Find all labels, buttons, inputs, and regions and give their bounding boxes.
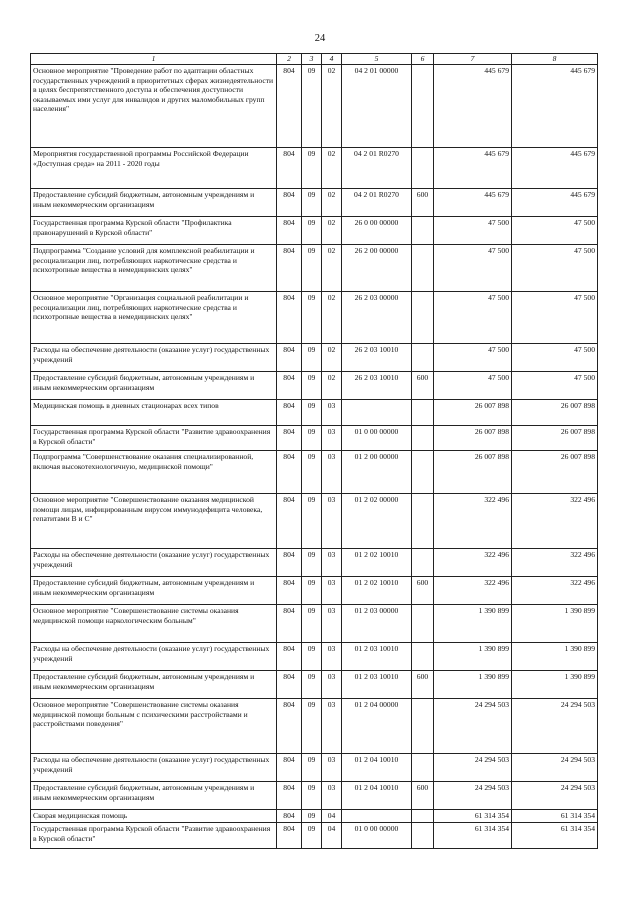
cell-name: Государственная программа Курской области "Профилактика правонарушений в Курской области" (31, 217, 277, 245)
cell-section: 09 (302, 494, 322, 549)
table-row (31, 549, 598, 577)
table-row (31, 189, 598, 217)
cell-code-grbs: 804 (277, 217, 302, 245)
cell-amount-1: 1 390 899 (434, 605, 512, 643)
cell-target-article: 01 2 03 10010 (342, 643, 412, 671)
cell-name: Основное мероприятие "Организация социальной реабилитации и ресоциализации лиц, потребляющих наркотические средства и психотропные вещества в немедицинских целях" (31, 292, 277, 344)
cell-target-article: 26 2 00 00000 (342, 245, 412, 292)
cell-amount-1: 322 496 (434, 549, 512, 577)
cell-amount-1: 445 679 (434, 189, 512, 217)
cell-code-grbs: 804 (277, 494, 302, 549)
cell-expense-type (412, 823, 434, 849)
cell-amount-2: 445 679 (512, 148, 598, 189)
cell-name: Медицинская помощь в дневных стационарах всех типов (31, 400, 277, 426)
cell-section: 09 (302, 245, 322, 292)
cell-expense-type (412, 400, 434, 426)
cell-section: 09 (302, 189, 322, 217)
column-header: 2 (277, 54, 302, 65)
cell-name: Государственная программа Курской области "Развитие здравоохранения в Курской области" (31, 823, 277, 849)
cell-amount-2: 24 294 503 (512, 782, 598, 810)
cell-name: Предоставление субсидий бюджетным, автономным учреждениям и иным некоммерческим организациям (31, 189, 277, 217)
cell-amount-1: 47 500 (434, 217, 512, 245)
column-header: 7 (434, 54, 512, 65)
cell-subsection: 03 (322, 754, 342, 782)
cell-name: Основное мероприятие "Проведение работ по адаптации областных государственных учреждений в приоритетных сферах жизнедеятельности в целях беспрепятственного доступа и обеспечения доступности оказываемых ими услуг для инвалидов и других маломобильных групп населения" (31, 65, 277, 148)
cell-subsection: 03 (322, 451, 342, 494)
cell-amount-1: 47 500 (434, 245, 512, 292)
cell-section: 09 (302, 65, 322, 148)
cell-amount-2: 47 500 (512, 344, 598, 372)
cell-amount-1: 24 294 503 (434, 699, 512, 754)
cell-name: Основное мероприятие "Совершенствование системы оказания медицинской помощи наркологическим больным" (31, 605, 277, 643)
cell-code-grbs: 804 (277, 754, 302, 782)
cell-target-article (342, 810, 412, 823)
table-row (31, 823, 598, 849)
cell-expense-type (412, 810, 434, 823)
cell-target-article: 01 2 04 10010 (342, 782, 412, 810)
cell-expense-type (412, 426, 434, 451)
cell-name: Основное мероприятие "Совершенствование оказания медицинской помощи лицам, инфицированным вирусом иммунодефицита человека, гепатитами В и С" (31, 494, 277, 549)
cell-expense-type (412, 292, 434, 344)
cell-expense-type (412, 643, 434, 671)
cell-target-article: 04 2 01 R0270 (342, 189, 412, 217)
column-header: 5 (342, 54, 412, 65)
table-row (31, 372, 598, 400)
table-row (31, 699, 598, 754)
cell-subsection: 03 (322, 643, 342, 671)
cell-amount-2: 47 500 (512, 372, 598, 400)
cell-code-grbs: 804 (277, 451, 302, 494)
cell-target-article: 01 2 02 10010 (342, 549, 412, 577)
cell-section: 09 (302, 451, 322, 494)
cell-section: 09 (302, 699, 322, 754)
table-row (31, 344, 598, 372)
table-row (31, 754, 598, 782)
cell-expense-type (412, 344, 434, 372)
cell-amount-1: 26 007 898 (434, 400, 512, 426)
cell-amount-2: 445 679 (512, 65, 598, 148)
cell-code-grbs: 804 (277, 400, 302, 426)
cell-code-grbs: 804 (277, 65, 302, 148)
cell-code-grbs: 804 (277, 549, 302, 577)
cell-target-article: 04 2 01 00000 (342, 65, 412, 148)
cell-expense-type: 600 (412, 189, 434, 217)
cell-name: Государственная программа Курской области "Развитие здравоохранения в Курской области" (31, 426, 277, 451)
cell-amount-2: 61 314 354 (512, 823, 598, 849)
cell-code-grbs: 804 (277, 671, 302, 699)
cell-expense-type (412, 754, 434, 782)
column-header: 1 (31, 54, 277, 65)
cell-expense-type: 600 (412, 372, 434, 400)
cell-expense-type: 600 (412, 671, 434, 699)
cell-amount-2: 24 294 503 (512, 699, 598, 754)
cell-subsection: 02 (322, 65, 342, 148)
cell-code-grbs: 804 (277, 782, 302, 810)
cell-expense-type: 600 (412, 782, 434, 810)
cell-name: Предоставление субсидий бюджетным, автономным учреждениям и иным некоммерческим организациям (31, 671, 277, 699)
cell-expense-type (412, 217, 434, 245)
cell-code-grbs: 804 (277, 292, 302, 344)
table-row (31, 605, 598, 643)
cell-expense-type (412, 148, 434, 189)
cell-amount-1: 24 294 503 (434, 754, 512, 782)
cell-section: 09 (302, 605, 322, 643)
cell-subsection: 03 (322, 782, 342, 810)
cell-name: Расходы на обеспечение деятельности (оказание услуг) государственных учреждений (31, 754, 277, 782)
cell-code-grbs: 804 (277, 148, 302, 189)
cell-section: 09 (302, 344, 322, 372)
cell-amount-2: 24 294 503 (512, 754, 598, 782)
cell-section: 09 (302, 549, 322, 577)
cell-subsection: 02 (322, 372, 342, 400)
cell-code-grbs: 804 (277, 699, 302, 754)
cell-subsection: 03 (322, 699, 342, 754)
cell-code-grbs: 804 (277, 344, 302, 372)
cell-amount-2: 47 500 (512, 292, 598, 344)
cell-amount-1: 445 679 (434, 148, 512, 189)
cell-section: 09 (302, 577, 322, 605)
cell-section: 09 (302, 671, 322, 699)
table-row (31, 400, 598, 426)
cell-target-article: 01 2 03 00000 (342, 605, 412, 643)
table-row (31, 292, 598, 344)
cell-subsection: 03 (322, 605, 342, 643)
cell-subsection: 04 (322, 810, 342, 823)
table-row (31, 65, 598, 148)
cell-name: Подпрограмма "Совершенствование оказания специализированной, включая высокотехнологичную, медицинской помощи" (31, 451, 277, 494)
table-row (31, 426, 598, 451)
cell-section: 09 (302, 754, 322, 782)
cell-amount-2: 26 007 898 (512, 400, 598, 426)
cell-amount-1: 322 496 (434, 494, 512, 549)
page-number: 24 (314, 33, 326, 44)
cell-target-article: 26 2 03 00000 (342, 292, 412, 344)
cell-subsection: 03 (322, 671, 342, 699)
cell-code-grbs: 804 (277, 577, 302, 605)
cell-target-article: 01 0 00 00000 (342, 426, 412, 451)
cell-name: Расходы на обеспечение деятельности (оказание услуг) государственных учреждений (31, 344, 277, 372)
cell-amount-1: 1 390 899 (434, 671, 512, 699)
cell-amount-1: 445 679 (434, 65, 512, 148)
cell-section: 09 (302, 643, 322, 671)
cell-amount-2: 26 007 898 (512, 426, 598, 451)
header-row (31, 54, 598, 65)
cell-name: Предоставление субсидий бюджетным, автономным учреждениям и иным некоммерческим организациям (31, 577, 277, 605)
cell-code-grbs: 804 (277, 823, 302, 849)
cell-section: 09 (302, 810, 322, 823)
cell-target-article: 01 0 00 00000 (342, 823, 412, 849)
cell-expense-type (412, 245, 434, 292)
cell-subsection: 02 (322, 292, 342, 344)
table-row (31, 782, 598, 810)
table-row (31, 451, 598, 494)
cell-subsection: 02 (322, 148, 342, 189)
cell-target-article: 01 2 02 10010 (342, 577, 412, 605)
cell-amount-2: 47 500 (512, 217, 598, 245)
cell-target-article: 01 2 04 10010 (342, 754, 412, 782)
cell-name: Расходы на обеспечение деятельности (оказание услуг) государственных учреждений (31, 643, 277, 671)
cell-amount-2: 1 390 899 (512, 605, 598, 643)
cell-amount-1: 47 500 (434, 292, 512, 344)
cell-name: Скорая медицинская помощь (31, 810, 277, 823)
cell-expense-type (412, 699, 434, 754)
cell-code-grbs: 804 (277, 426, 302, 451)
cell-section: 09 (302, 782, 322, 810)
cell-amount-2: 322 496 (512, 549, 598, 577)
cell-amount-1: 26 007 898 (434, 426, 512, 451)
column-header: 3 (302, 54, 322, 65)
cell-section: 09 (302, 148, 322, 189)
table-row (31, 148, 598, 189)
cell-code-grbs: 804 (277, 372, 302, 400)
column-header: 6 (412, 54, 434, 65)
cell-amount-2: 322 496 (512, 577, 598, 605)
cell-amount-1: 47 500 (434, 372, 512, 400)
cell-code-grbs: 804 (277, 643, 302, 671)
cell-target-article: 01 2 02 00000 (342, 494, 412, 549)
budget-table (30, 53, 598, 849)
column-header: 8 (512, 54, 598, 65)
cell-amount-2: 1 390 899 (512, 643, 598, 671)
cell-subsection: 03 (322, 426, 342, 451)
cell-amount-1: 322 496 (434, 577, 512, 605)
cell-subsection: 02 (322, 344, 342, 372)
cell-subsection: 03 (322, 494, 342, 549)
cell-target-article: 26 2 03 10010 (342, 344, 412, 372)
cell-subsection: 02 (322, 189, 342, 217)
table-row (31, 245, 598, 292)
cell-expense-type (412, 65, 434, 148)
cell-name: Мероприятия государственной программы Российской Федерации «Доступная среда» на 2011 - 2020 годы (31, 148, 277, 189)
table-row (31, 577, 598, 605)
table-row (31, 643, 598, 671)
cell-code-grbs: 804 (277, 245, 302, 292)
cell-name: Предоставление субсидий бюджетным, автономным учреждениям и иным некоммерческим организациям (31, 372, 277, 400)
table-row (31, 494, 598, 549)
cell-name: Расходы на обеспечение деятельности (оказание услуг) государственных учреждений (31, 549, 277, 577)
cell-target-article: 26 0 00 00000 (342, 217, 412, 245)
cell-subsection: 04 (322, 823, 342, 849)
table-row (31, 810, 598, 823)
cell-name: Основное мероприятие "Совершенствование системы оказания медицинской помощи больным с психическими расстройствами и расстройствами поведения" (31, 699, 277, 754)
column-header: 4 (322, 54, 342, 65)
cell-amount-2: 47 500 (512, 245, 598, 292)
cell-subsection: 02 (322, 217, 342, 245)
cell-target-article: 01 2 04 00000 (342, 699, 412, 754)
cell-amount-2: 1 390 899 (512, 671, 598, 699)
cell-amount-1: 24 294 503 (434, 782, 512, 810)
cell-subsection: 02 (322, 245, 342, 292)
cell-amount-2: 26 007 898 (512, 451, 598, 494)
cell-amount-1: 26 007 898 (434, 451, 512, 494)
table-row (31, 217, 598, 245)
cell-expense-type (412, 494, 434, 549)
cell-section: 09 (302, 292, 322, 344)
cell-target-article: 01 2 03 10010 (342, 671, 412, 699)
cell-section: 09 (302, 426, 322, 451)
cell-amount-1: 47 500 (434, 344, 512, 372)
table-row (31, 671, 598, 699)
cell-amount-2: 61 314 354 (512, 810, 598, 823)
cell-amount-2: 322 496 (512, 494, 598, 549)
cell-target-article: 04 2 01 R0270 (342, 148, 412, 189)
cell-subsection: 03 (322, 400, 342, 426)
cell-expense-type (412, 451, 434, 494)
cell-target-article: 01 2 00 00000 (342, 451, 412, 494)
cell-target-article (342, 400, 412, 426)
cell-code-grbs: 804 (277, 810, 302, 823)
cell-expense-type: 600 (412, 577, 434, 605)
cell-subsection: 03 (322, 549, 342, 577)
cell-amount-1: 61 314 354 (434, 823, 512, 849)
cell-subsection: 03 (322, 577, 342, 605)
cell-amount-1: 61 314 354 (434, 810, 512, 823)
cell-amount-2: 445 679 (512, 189, 598, 217)
cell-expense-type (412, 549, 434, 577)
cell-target-article: 26 2 03 10010 (342, 372, 412, 400)
cell-section: 09 (302, 217, 322, 245)
cell-amount-1: 1 390 899 (434, 643, 512, 671)
cell-code-grbs: 804 (277, 189, 302, 217)
cell-name: Предоставление субсидий бюджетным, автономным учреждениям и иным некоммерческим организациям (31, 782, 277, 810)
cell-section: 09 (302, 372, 322, 400)
cell-section: 09 (302, 823, 322, 849)
cell-expense-type (412, 605, 434, 643)
cell-section: 09 (302, 400, 322, 426)
cell-code-grbs: 804 (277, 605, 302, 643)
cell-name: Подпрограмма "Создание условий для комплексной реабилитации и ресоциализации лиц, потребляющих наркотические средства и психотропные вещества в немедицинских целях" (31, 245, 277, 292)
